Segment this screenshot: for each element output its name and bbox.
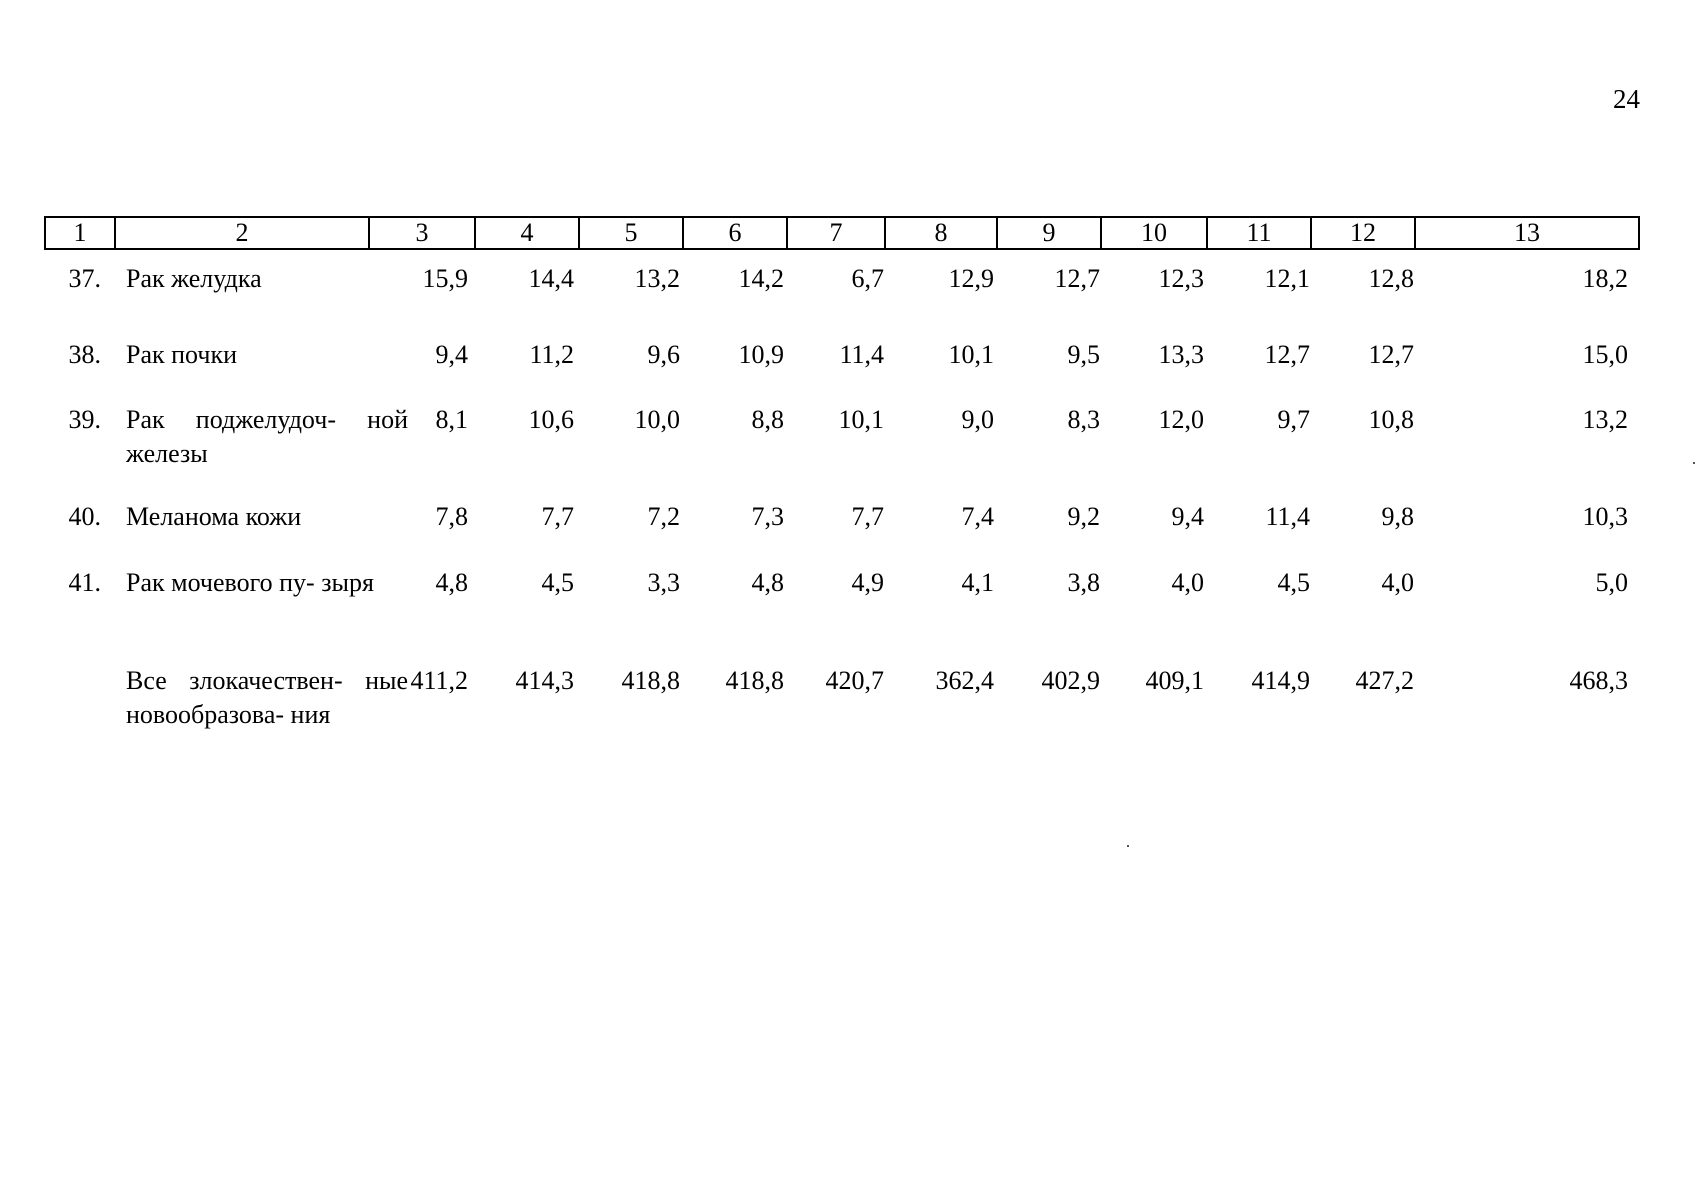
value-col-11: 414,9 (1251, 666, 1310, 695)
value-col-13: 5,0 (1595, 568, 1628, 597)
scan-speck (1693, 462, 1695, 464)
table-row-total (44, 664, 1640, 784)
value-col-10: 13,3 (1158, 340, 1204, 369)
value-col-8: 7,4 (961, 502, 994, 531)
header-col-10: 10 (1102, 218, 1208, 248)
value-col-8: 4,1 (961, 568, 994, 597)
value-col-4: 4,5 (541, 568, 574, 597)
value-col-13: 468,3 (1569, 666, 1628, 695)
value-col-9: 9,2 (1067, 502, 1100, 531)
scan-speck (1127, 845, 1129, 847)
value-col-3: 4,8 (435, 568, 468, 597)
row-number: 40. (68, 502, 101, 531)
value-col-11: 12,7 (1264, 340, 1310, 369)
header-col-9: 9 (998, 218, 1102, 248)
value-col-8: 362,4 (935, 666, 994, 695)
value-col-11: 9,7 (1277, 405, 1310, 434)
value-col-13: 15,0 (1582, 340, 1628, 369)
value-col-3: 7,8 (435, 502, 468, 531)
header-col-2: 2 (116, 218, 370, 248)
header-col-3: 3 (370, 218, 476, 248)
value-col-13: 10,3 (1582, 502, 1628, 531)
table-header (44, 216, 1640, 250)
value-col-8: 9,0 (961, 405, 994, 434)
value-col-4: 414,3 (515, 666, 574, 695)
value-col-7: 4,9 (851, 568, 884, 597)
value-col-12: 12,8 (1368, 264, 1414, 293)
value-col-5: 9,6 (647, 340, 680, 369)
value-col-10: 12,0 (1158, 405, 1204, 434)
value-col-5: 13,2 (634, 264, 680, 293)
value-col-12: 9,8 (1381, 502, 1414, 531)
value-col-5: 10,0 (634, 405, 680, 434)
value-col-9: 9,5 (1067, 340, 1100, 369)
row-name: Рак мочевого пу- зыря (126, 568, 374, 597)
value-col-11: 12,1 (1264, 264, 1310, 293)
value-col-10: 409,1 (1145, 666, 1204, 695)
value-col-11: 4,5 (1277, 568, 1310, 597)
value-col-6: 14,2 (738, 264, 784, 293)
header-col-8: 8 (886, 218, 998, 248)
value-col-7: 6,7 (851, 264, 884, 293)
value-col-3: 411,2 (410, 666, 468, 695)
value-col-9: 8,3 (1067, 405, 1100, 434)
value-col-9: 3,8 (1067, 568, 1100, 597)
header-col-6: 6 (684, 218, 788, 248)
value-col-10: 12,3 (1158, 264, 1204, 293)
value-col-13: 13,2 (1582, 405, 1628, 434)
value-col-8: 10,1 (948, 340, 994, 369)
value-col-4: 11,2 (529, 340, 574, 369)
value-col-6: 418,8 (725, 666, 784, 695)
value-col-4: 10,6 (528, 405, 574, 434)
value-col-5: 3,3 (647, 568, 680, 597)
value-col-13: 18,2 (1582, 264, 1628, 293)
value-col-10: 4,0 (1171, 568, 1204, 597)
row-number: 41. (68, 568, 101, 597)
header-col-1: 1 (46, 218, 116, 248)
value-col-5: 7,2 (647, 502, 680, 531)
value-col-6: 7,3 (751, 502, 784, 531)
value-col-6: 4,8 (751, 568, 784, 597)
value-col-10: 9,4 (1171, 502, 1204, 531)
value-col-4: 7,7 (541, 502, 574, 531)
header-col-12: 12 (1312, 218, 1416, 248)
value-col-7: 10,1 (838, 405, 884, 434)
value-col-7: 420,7 (825, 666, 884, 695)
row-number: 39. (68, 405, 101, 434)
value-col-12: 12,7 (1368, 340, 1414, 369)
header-col-7: 7 (788, 218, 886, 248)
value-col-11: 11,4 (1265, 502, 1310, 531)
row-number: 38. (68, 340, 101, 369)
value-col-6: 10,9 (738, 340, 784, 369)
header-col-11: 11 (1208, 218, 1312, 248)
header-col-13: 13 (1514, 218, 1540, 247)
page-number: 24 (1613, 84, 1640, 114)
value-col-6: 8,8 (751, 405, 784, 434)
value-col-4: 14,4 (528, 264, 574, 293)
header-col-4: 4 (476, 218, 580, 248)
value-col-12: 4,0 (1381, 568, 1414, 597)
value-col-3: 9,4 (435, 340, 468, 369)
row-name: Меланома кожи (126, 502, 302, 531)
row-number: 37. (68, 264, 101, 293)
header-col-5: 5 (580, 218, 684, 248)
row-name: Рак почки (126, 340, 237, 369)
value-col-7: 7,7 (851, 502, 884, 531)
row-name: Рак поджелудоч- ной железы (126, 405, 408, 468)
value-col-3: 15,9 (422, 264, 468, 293)
row-name: Все злокачествен- ные новообразова- ния (126, 666, 408, 729)
value-col-7: 11,4 (839, 340, 884, 369)
value-col-3: 8,1 (435, 405, 468, 434)
value-col-12: 427,2 (1355, 666, 1414, 695)
value-col-8: 12,9 (948, 264, 994, 293)
value-col-9: 402,9 (1041, 666, 1100, 695)
value-col-9: 12,7 (1054, 264, 1100, 293)
row-name: Рак желудка (126, 264, 262, 293)
value-col-5: 418,8 (621, 666, 680, 695)
value-col-12: 10,8 (1368, 405, 1414, 434)
